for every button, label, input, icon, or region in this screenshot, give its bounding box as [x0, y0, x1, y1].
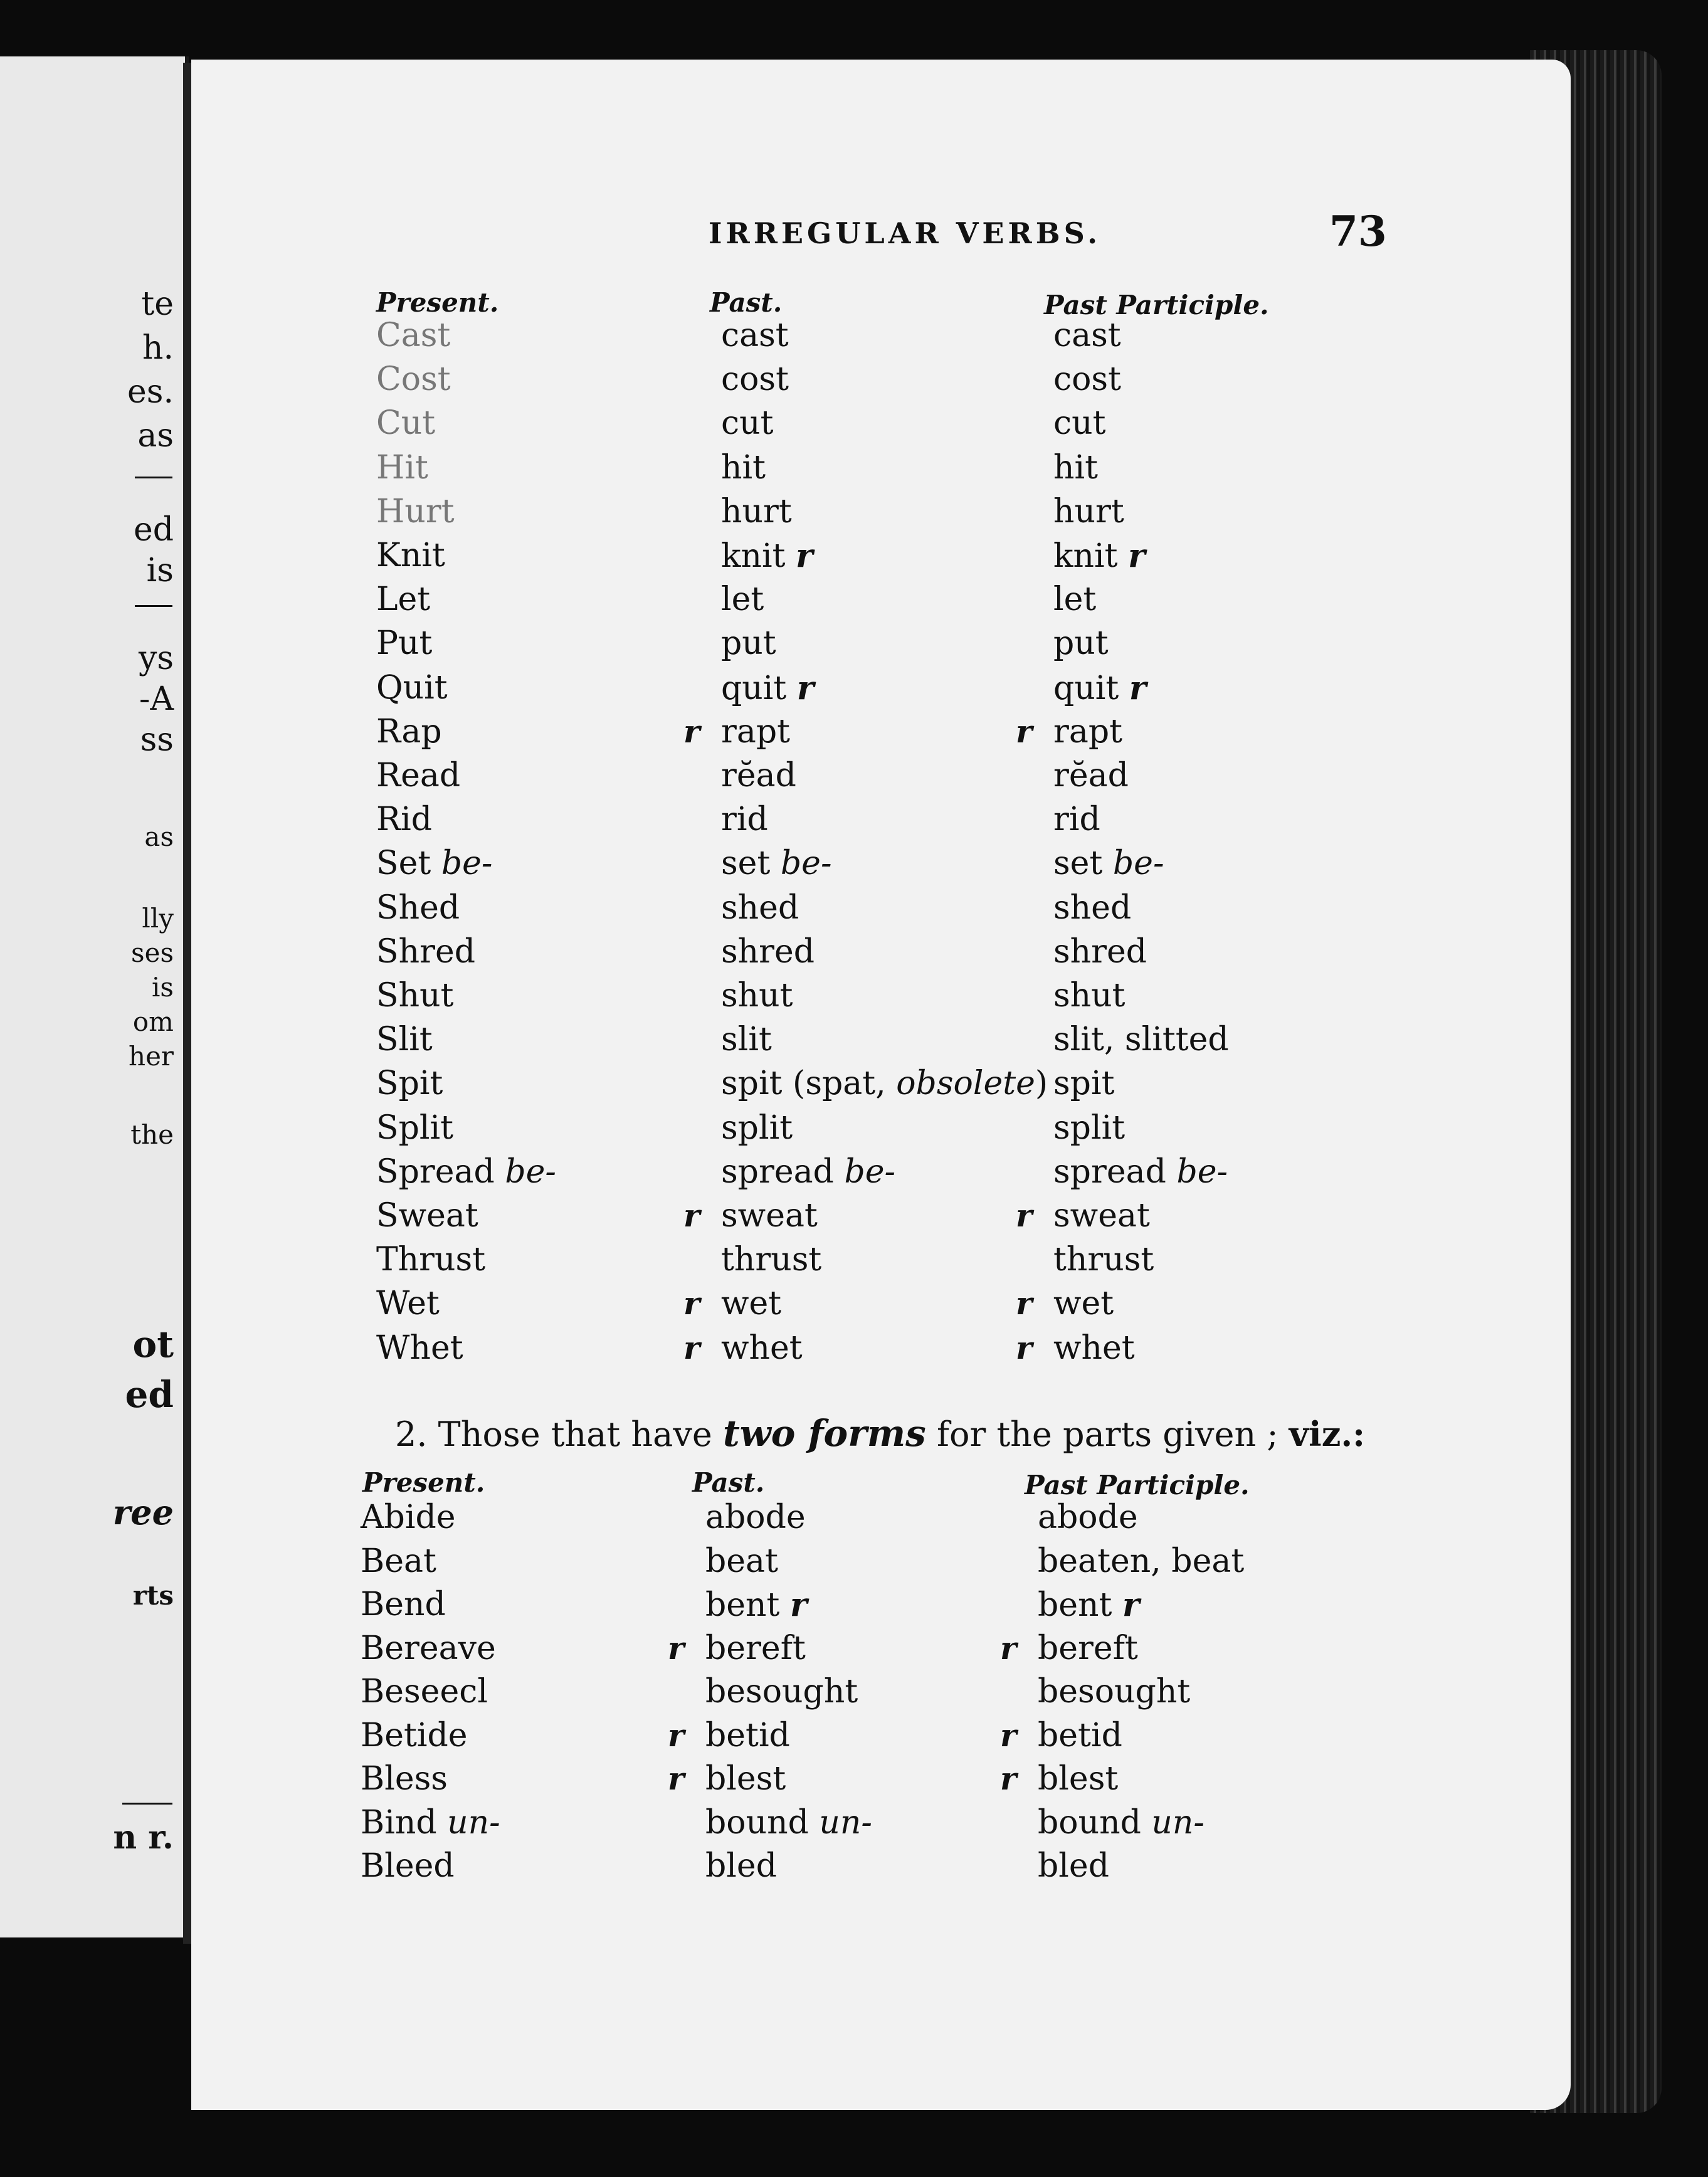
past-verb: shut: [721, 977, 793, 1015]
past-participle-verb: thrust: [1053, 1241, 1154, 1279]
past-form: [705, 1804, 872, 1842]
section-2-suffix: for the parts given ;: [925, 1415, 1289, 1454]
past-participle-verb: cost: [1053, 361, 1122, 399]
past-participle-verb: put: [1053, 625, 1109, 663]
past-participle-form: [1053, 801, 1100, 838]
present-verb: Bend: [361, 1586, 446, 1623]
past-participle-form: [1053, 317, 1121, 354]
present-verb: Cut: [376, 404, 436, 443]
past-form: [721, 1153, 895, 1191]
left-page-text: om: [132, 1006, 174, 1037]
verb-row: [0, 1329, 1708, 1373]
past-form: [705, 1847, 777, 1885]
past-participle-verb: cast: [1053, 317, 1121, 354]
past-participle-form: [1053, 889, 1131, 927]
prefix-note: be-: [780, 845, 832, 883]
past-verb: hurt: [721, 492, 792, 530]
past-participle-verb: wet: [1053, 1285, 1114, 1323]
verb-row: [0, 757, 1708, 801]
verb-row: [0, 889, 1708, 933]
present-verb: Split: [376, 1109, 454, 1147]
past-participle-form: [1053, 669, 1146, 707]
regular-form-marker: r: [1016, 1197, 1033, 1234]
past-participle-form: [1038, 1499, 1138, 1536]
past-form: [721, 581, 764, 618]
past-verb: rid: [721, 801, 768, 839]
past-form: [721, 449, 766, 487]
prefix-note: be-: [441, 845, 493, 883]
verb-row: [0, 1109, 1708, 1153]
past-form: [721, 1285, 781, 1322]
left-page-text: te: [141, 285, 174, 323]
past-participle-verb: shut: [1053, 977, 1125, 1015]
past-participle-form: [1053, 1285, 1114, 1322]
left-page-text: ses: [131, 937, 174, 968]
past-verb: split: [721, 1109, 793, 1147]
past-participle-verb: shed: [1053, 888, 1132, 927]
past-participle-verb: quit: [1053, 669, 1119, 707]
verb-row: [0, 1760, 1708, 1804]
regular-form-marker: r: [668, 1760, 685, 1797]
section-2-prefix: 2. Those that have: [395, 1415, 723, 1454]
verb-row: [0, 669, 1708, 713]
present-form: [361, 1542, 436, 1580]
section-2-heading: [395, 1412, 1365, 1455]
past-verb: let: [721, 581, 764, 619]
past-verb: whet: [721, 1329, 803, 1367]
past-participle-verb: beaten, beat: [1038, 1542, 1245, 1580]
regular-form-marker: r: [796, 537, 813, 575]
past-form: [721, 625, 776, 662]
table2-header-past: Past.: [692, 1467, 765, 1498]
left-page-text: n r.: [113, 1818, 174, 1857]
regular-form-marker: r: [1000, 1760, 1017, 1797]
past-participle-verb: bled: [1038, 1847, 1109, 1885]
regular-form-marker: r: [1016, 1285, 1033, 1322]
present-verb: Spread: [376, 1152, 495, 1191]
verb-row: [0, 1542, 1708, 1586]
left-page-text: ed: [125, 1373, 174, 1416]
present-form: [376, 713, 442, 751]
left-page-text: the: [130, 1119, 174, 1150]
past-participle-form: [1038, 1630, 1138, 1667]
verb-row: [0, 713, 1708, 757]
past-participle-form: [1053, 537, 1145, 575]
past-form: [721, 845, 832, 882]
section-2-emphasis: two forms: [722, 1412, 926, 1455]
present-form: [376, 317, 450, 354]
past-form: [721, 1197, 818, 1235]
present-verb: Spit: [376, 1065, 443, 1103]
present-form: [376, 1197, 478, 1235]
verb-row: [0, 404, 1708, 448]
present-verb: Shed: [376, 888, 460, 927]
present-form: [376, 537, 445, 574]
past-participle-form: [1053, 1241, 1154, 1278]
past-verb: beat: [705, 1542, 778, 1580]
prefix-note: be-: [1176, 1152, 1228, 1191]
present-verb: Bleed: [361, 1847, 455, 1885]
verb-row: [0, 977, 1708, 1021]
verb-row: [0, 1285, 1708, 1329]
present-form: [376, 449, 428, 487]
present-form: [376, 845, 492, 882]
past-participle-verb: besought: [1038, 1673, 1191, 1711]
running-head: IRREGULAR VERBS.: [709, 216, 1102, 250]
present-verb: Slit: [376, 1021, 433, 1059]
past-participle-verb: rid: [1053, 801, 1100, 839]
present-verb: Abide: [361, 1499, 456, 1536]
past-verb: sweat: [721, 1197, 818, 1235]
prefix-note: un-: [447, 1803, 500, 1842]
present-verb: Put: [376, 625, 433, 663]
past-participle-verb: rapt: [1053, 712, 1123, 751]
left-page-text: as: [137, 417, 174, 455]
past-form: [705, 1673, 858, 1711]
past-verb: hit: [721, 448, 766, 487]
left-page-text: is: [152, 972, 174, 1003]
past-participle-form: [1053, 845, 1164, 882]
regular-form-marker: r: [1122, 1586, 1140, 1624]
past-form: [721, 757, 796, 794]
verb-row: [0, 1153, 1708, 1197]
past-verb: shed: [721, 888, 799, 927]
past-participle-verb: sweat: [1053, 1197, 1150, 1235]
present-verb: Quit: [376, 668, 448, 707]
regular-form-marker: r: [1016, 712, 1033, 750]
regular-form-marker: r: [1129, 668, 1147, 707]
left-page-text: -A: [139, 680, 174, 718]
past-verb: betid: [705, 1716, 790, 1754]
present-form: [376, 1285, 440, 1322]
left-page-text: ree: [112, 1492, 174, 1532]
page-number: 73: [1329, 207, 1387, 256]
present-form: [376, 669, 448, 707]
present-verb: Thrust: [376, 1241, 486, 1279]
present-form: [376, 757, 460, 794]
present-verb: Sweat: [376, 1197, 478, 1235]
past-participle-verb: let: [1053, 581, 1097, 619]
past-participle-form: [1038, 1847, 1109, 1885]
present-form: [361, 1586, 446, 1623]
past-verb: abode: [705, 1499, 806, 1536]
past-verb: bound: [705, 1803, 809, 1842]
past-participle-form: [1053, 933, 1147, 971]
left-page-text: h.: [142, 329, 174, 367]
past-form: [721, 933, 814, 971]
present-form: [361, 1847, 455, 1885]
past-participle-verb: abode: [1038, 1499, 1138, 1536]
table1-header-present: Present.: [376, 287, 499, 318]
past-participle-form: [1053, 449, 1098, 487]
verb-row: [0, 1673, 1708, 1717]
verb-row: [0, 1021, 1708, 1065]
past-participle-verb: spit: [1053, 1065, 1115, 1103]
verb-row: [0, 317, 1708, 361]
closing-paren: ): [1035, 1065, 1048, 1103]
past-participle-verb: blest: [1038, 1760, 1119, 1798]
past-verb: set: [721, 845, 771, 883]
past-participle-form: [1053, 1109, 1125, 1147]
past-verb: spit (spat,: [721, 1065, 886, 1103]
past-verb: knit: [721, 537, 786, 575]
verb-row: [0, 933, 1708, 977]
past-participle-form: [1038, 1717, 1122, 1754]
present-verb: Bereave: [361, 1629, 496, 1667]
past-verb: cast: [721, 317, 789, 354]
present-verb: Whet: [376, 1329, 463, 1367]
past-participle-verb: hit: [1053, 448, 1099, 487]
verb-row: [0, 1241, 1708, 1285]
past-verb: cut: [721, 404, 774, 443]
present-form: [376, 581, 430, 618]
present-verb: Betide: [361, 1716, 468, 1754]
verb-row: [0, 537, 1708, 581]
present-form: [376, 977, 454, 1015]
past-participle-form: [1053, 493, 1124, 530]
table2-header-past-participle: Past Participle.: [1025, 1470, 1250, 1500]
present-verb: Rid: [376, 801, 433, 839]
present-form: [361, 1717, 468, 1754]
left-page-text: her: [129, 1041, 174, 1072]
regular-form-marker: r: [1000, 1629, 1017, 1667]
past-form: [721, 1241, 821, 1278]
verb-row: [0, 1717, 1708, 1761]
past-participle-form: [1053, 1197, 1150, 1235]
past-participle-form: [1053, 1021, 1229, 1058]
verb-row: [0, 449, 1708, 493]
past-form: [721, 1109, 793, 1147]
past-form: [705, 1542, 778, 1580]
left-page-text: rts: [132, 1580, 174, 1611]
past-participle-verb: betid: [1038, 1716, 1122, 1754]
present-form: [361, 1673, 488, 1711]
past-form: [705, 1630, 806, 1667]
past-form: [721, 713, 790, 751]
past-participle-form: [1053, 361, 1121, 398]
past-verb: bled: [705, 1847, 777, 1885]
regular-form-marker: r: [668, 1716, 685, 1754]
past-participle-verb: bent: [1038, 1586, 1112, 1624]
past-participle-form: [1053, 1329, 1135, 1367]
past-participle-form: [1053, 625, 1109, 662]
present-form: [361, 1499, 456, 1536]
verb-row: [0, 625, 1708, 668]
past-form: [721, 1329, 803, 1367]
past-verb: shred: [721, 932, 815, 971]
verb-row: [0, 1586, 1708, 1630]
past-participle-verb: spread: [1053, 1152, 1166, 1191]
present-verb: Knit: [376, 537, 445, 574]
past-participle-verb: whet: [1053, 1329, 1135, 1367]
present-verb: Set: [376, 845, 431, 883]
past-form: [705, 1586, 807, 1624]
present-verb: Read: [376, 757, 461, 794]
past-participle-verb: set: [1053, 845, 1103, 883]
verb-row: [0, 493, 1708, 537]
past-participle-form: [1038, 1804, 1205, 1842]
past-participle-form: [1053, 757, 1129, 794]
present-form: [376, 889, 460, 927]
present-form: [376, 1109, 453, 1147]
present-verb: Cast: [376, 317, 451, 354]
past-participle-verb: bound: [1038, 1803, 1141, 1842]
present-form: [376, 933, 475, 971]
past-participle-verb: knit: [1053, 537, 1118, 575]
verb-row: [0, 845, 1708, 888]
present-verb: Shut: [376, 977, 454, 1015]
present-form: [376, 361, 451, 398]
past-participle-verb: split: [1053, 1109, 1125, 1147]
present-form: [376, 493, 455, 530]
regular-form-marker: r: [683, 1329, 700, 1366]
prefix-note: be-: [844, 1152, 896, 1191]
present-verb: Bless: [361, 1760, 448, 1798]
past-form: [721, 1065, 1048, 1102]
present-verb: Wet: [376, 1285, 440, 1323]
prefix-note: be-: [505, 1152, 557, 1191]
past-participle-verb: cut: [1053, 404, 1106, 443]
past-verb: bent: [705, 1586, 780, 1624]
past-participle-form: [1053, 977, 1125, 1015]
verb-row: [0, 1197, 1708, 1241]
regular-form-marker: r: [1016, 1329, 1033, 1366]
present-form: [376, 801, 432, 838]
prefix-note: un-: [819, 1803, 872, 1842]
prefix-note: un-: [1151, 1803, 1205, 1842]
present-form: [361, 1630, 496, 1667]
verb-row: [0, 1065, 1708, 1109]
present-form: [376, 1065, 443, 1102]
verb-row: [0, 581, 1708, 625]
verb-row: [0, 1804, 1708, 1848]
regular-form-marker: r: [668, 1629, 685, 1667]
past-participle-form: [1038, 1760, 1118, 1798]
past-participle-form: [1038, 1673, 1190, 1711]
past-participle-verb: shred: [1053, 932, 1147, 971]
regular-form-marker: r: [683, 1197, 700, 1234]
present-verb: Bind: [361, 1803, 437, 1842]
verb-row: [0, 801, 1708, 845]
past-participle-form: [1038, 1542, 1244, 1580]
past-participle-verb: slit, slitted: [1053, 1021, 1229, 1059]
present-form: [376, 625, 432, 662]
left-page-text: lly: [142, 903, 174, 934]
regular-form-marker: r: [796, 668, 814, 707]
past-form: [721, 404, 774, 442]
prefix-note: be-: [1112, 845, 1164, 883]
regular-form-marker: r: [1000, 1716, 1017, 1754]
present-verb: Beat: [361, 1542, 436, 1580]
section-2-viz: viz.:: [1289, 1414, 1366, 1454]
past-participle-verb: rĕad: [1053, 757, 1129, 794]
past-form: [721, 669, 814, 707]
past-form: [705, 1499, 806, 1536]
past-participle-form: [1053, 1065, 1115, 1102]
present-verb: Shred: [376, 932, 476, 971]
past-verb: quit: [721, 669, 787, 707]
present-form: [361, 1760, 448, 1798]
regular-form-marker: r: [683, 1285, 700, 1322]
verb-row: [0, 1630, 1708, 1674]
past-participle-form: [1053, 404, 1106, 442]
table1-header-past-participle: Past Participle.: [1044, 290, 1269, 320]
left-page-text: es.: [127, 373, 174, 411]
left-page-text: ys: [138, 640, 174, 677]
verb-row: [0, 361, 1708, 404]
past-participle-form: [1053, 1153, 1228, 1191]
past-form: [705, 1760, 786, 1798]
left-page-text: ot: [132, 1323, 174, 1366]
past-verb: slit: [721, 1021, 772, 1059]
present-form: [376, 1153, 556, 1191]
past-verb: blest: [705, 1760, 786, 1798]
past-form: [721, 317, 789, 354]
past-form: [705, 1717, 790, 1754]
present-form: [376, 1241, 485, 1278]
prefix-note: obsolete: [896, 1065, 1035, 1103]
present-verb: Hit: [376, 448, 428, 487]
present-form: [376, 404, 435, 442]
present-verb: Let: [376, 581, 431, 619]
left-page-text: ed: [133, 511, 174, 549]
past-verb: rapt: [721, 712, 791, 751]
present-verb: Rap: [376, 712, 442, 751]
present-verb: Hurt: [376, 492, 455, 530]
past-form: [721, 801, 768, 838]
past-form: [721, 889, 799, 927]
present-verb: Cost: [376, 361, 451, 399]
past-participle-verb: hurt: [1053, 492, 1124, 530]
left-page-text: as: [144, 821, 174, 852]
regular-form-marker: r: [683, 712, 700, 750]
regular-form-marker: r: [1128, 537, 1146, 575]
past-verb: besought: [705, 1673, 858, 1711]
present-form: [376, 1021, 433, 1058]
past-participle-verb: bereft: [1038, 1629, 1138, 1667]
past-form: [721, 361, 789, 398]
past-participle-form: [1053, 581, 1096, 618]
verb-row: [0, 1499, 1708, 1542]
past-verb: cost: [721, 361, 789, 399]
present-form: [376, 1329, 463, 1367]
present-form: [361, 1804, 500, 1842]
present-verb: Beseecl: [361, 1673, 488, 1711]
past-verb: spread: [721, 1152, 834, 1191]
regular-form-marker: r: [789, 1586, 808, 1624]
past-form: [721, 537, 813, 575]
table1-header-past: Past.: [710, 287, 783, 318]
left-page-text: is: [146, 552, 174, 589]
past-form: [721, 1021, 772, 1058]
past-verb: wet: [721, 1285, 782, 1323]
past-participle-form: [1053, 713, 1122, 751]
table2-header-present: Present.: [362, 1467, 485, 1498]
past-form: [721, 493, 792, 530]
past-verb: rĕad: [721, 757, 796, 794]
verb-row: [0, 1847, 1708, 1891]
past-verb: put: [721, 625, 776, 663]
left-page-text: ss: [140, 721, 174, 759]
past-participle-form: [1038, 1586, 1139, 1624]
past-verb: thrust: [721, 1241, 822, 1279]
past-verb: bereft: [705, 1629, 806, 1667]
past-form: [721, 977, 793, 1015]
